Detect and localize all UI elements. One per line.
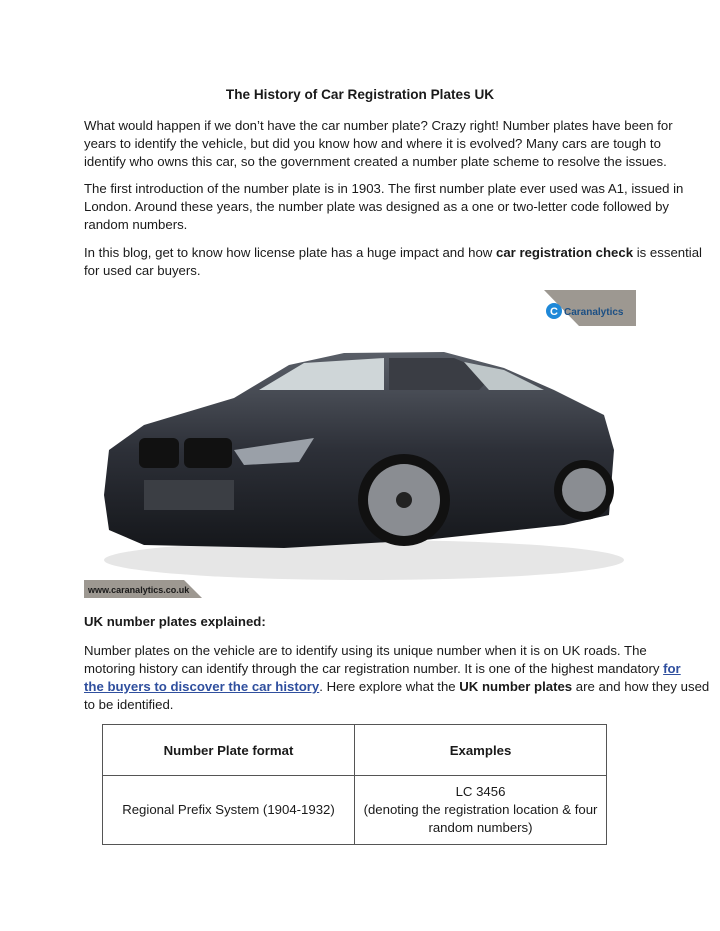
example-cell bbox=[355, 776, 607, 845]
example-desc: random numbers) bbox=[428, 820, 533, 835]
intro-line: identify who owns this car, so the government created a number plate scheme to resolve the issues. bbox=[84, 154, 667, 169]
history-line: London. Around these years, the number plate was designed as a one or two-letter code followed by bbox=[84, 199, 670, 214]
table-header-row bbox=[103, 725, 607, 776]
car-history-link[interactable]: for bbox=[663, 661, 681, 676]
website-watermark: www.caranalytics.co.uk bbox=[88, 585, 190, 595]
example-desc: (denoting the registration location & four bbox=[363, 802, 598, 817]
section-line bbox=[84, 678, 709, 696]
section-line: Number plates on the vehicle are to identify using its unique number when it is on UK roads. The bbox=[84, 643, 647, 658]
history-line: The first introduction of the number plate is in 1903. The first number plate ever used was A1, issued in bbox=[84, 181, 684, 196]
section-heading: UK number plates explained: bbox=[84, 614, 266, 629]
intro-line: What would happen if we don’t have the car number plate? Crazy right! Number plates have been for bbox=[84, 118, 673, 133]
text: . Here explore what the bbox=[319, 679, 460, 694]
history-line: random numbers. bbox=[84, 217, 188, 232]
section-line: to be identified. bbox=[84, 697, 174, 712]
plate-format-table bbox=[102, 724, 607, 845]
intro-line: years to identify the vehicle, but did you know how and where it is evolved? Many cars are tough to bbox=[84, 136, 661, 151]
text: are and how they used bbox=[572, 679, 710, 694]
format-cell: Regional Prefix System (1904-1932) bbox=[103, 776, 355, 845]
text: motoring history can identify through the car registration number. It is one of the highest mandatory bbox=[84, 661, 664, 676]
car-history-link[interactable]: the buyers to discover the car history bbox=[84, 679, 320, 694]
table-row bbox=[103, 776, 607, 845]
section-line bbox=[84, 660, 681, 678]
bold-keyword: UK number plates bbox=[459, 679, 573, 694]
column-header: Number Plate format bbox=[103, 725, 355, 776]
page-title: The History of Car Registration Plates UK bbox=[225, 87, 495, 102]
text: In this blog, get to know how license plate has a huge impact and how bbox=[84, 245, 496, 260]
column-header: Examples bbox=[355, 725, 607, 776]
car-image bbox=[84, 290, 636, 598]
example-plate: LC 3456 bbox=[455, 784, 506, 799]
blog-line bbox=[84, 244, 702, 262]
logo-letter: C bbox=[550, 306, 558, 318]
blog-line: for used car buyers. bbox=[84, 263, 201, 278]
logo-text: Caranalytics bbox=[564, 307, 624, 318]
bold-keyword: car registration check bbox=[496, 245, 634, 260]
text: is essential bbox=[633, 245, 702, 260]
